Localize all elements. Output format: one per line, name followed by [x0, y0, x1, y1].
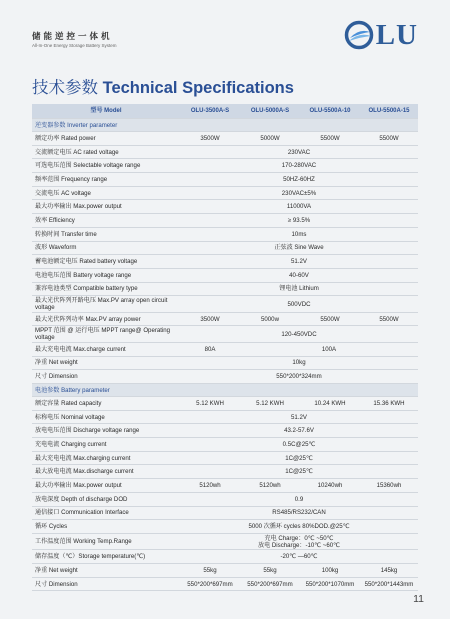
row-value: 550*200*697mm [240, 577, 300, 591]
brand-header [32, 30, 117, 48]
row-value-merged: 51.2V [180, 255, 418, 269]
row-label: 净重 Net weight [32, 564, 180, 578]
row-label: 电池电压范围 Battery voltage range [32, 268, 180, 282]
table-row [32, 424, 418, 438]
row-label: 最大放电电流 Max.discharge current [32, 465, 180, 479]
table-row [32, 186, 418, 200]
row-value: 15360wh [360, 479, 418, 493]
table-row [32, 173, 418, 187]
row-label: 交流额定电压 AC rated voltage [32, 145, 180, 159]
row-value-merged: 1C@25℃ [180, 465, 418, 479]
row-value-merged: ≥ 93.5% [180, 214, 418, 228]
table-row [32, 479, 418, 493]
row-value-merged: 50HZ-60HZ [180, 173, 418, 187]
row-label: 尺寸 Dimension [32, 577, 180, 591]
row-label: 频率范围 Frequency range [32, 173, 180, 187]
row-label: 净重 Net weight [32, 356, 180, 370]
row-value: 550*200*1443mm [360, 577, 418, 591]
row-value-merged: 230VAC±5% [180, 186, 418, 200]
row-value: 5500W [360, 312, 418, 326]
row-label: 放电电压范围 Discharge voltage range [32, 424, 180, 438]
header-title-en: All-In-One Energy Storage Battery System [32, 43, 117, 48]
row-label: 最大光伏阵列功率 Max.PV array power [32, 312, 180, 326]
row-value: 550*200*1070mm [300, 577, 360, 591]
table-row [32, 465, 418, 479]
table-row [32, 492, 418, 506]
table-row [32, 200, 418, 214]
row-value: 5120wh [240, 479, 300, 493]
row-value: 5500W [360, 132, 418, 146]
row-value: 80A [180, 342, 240, 356]
row-value: 15.36 KWH [360, 397, 418, 411]
row-value: 5120wh [180, 479, 240, 493]
row-value-merged: 500VDC [180, 296, 418, 313]
table-row [32, 451, 418, 465]
row-label: 储存温度（℃）Storage temperature(℃) [32, 550, 180, 564]
row-label: 通信接口 Communication Interface [32, 506, 180, 520]
table-row [32, 268, 418, 282]
table-row [32, 296, 418, 313]
row-value-merged: 10ms [180, 227, 418, 241]
row-label: 波形 Waveform [32, 241, 180, 255]
row-label: 效率 Efficiency [32, 214, 180, 228]
row-value: 10240wh [300, 479, 360, 493]
row-value-merged: 5000 次循环 cycles 80%DOD.@25℃ [180, 520, 418, 534]
row-label: 最大功率输出 Max.power output [32, 200, 180, 214]
column-header: OLU-5500A-15 [360, 104, 418, 119]
column-header: OLU-5000A-S [240, 104, 300, 119]
table-row [32, 520, 418, 534]
row-value-merged: 51.2V [180, 410, 418, 424]
table-row [32, 577, 418, 591]
row-value: 55kg [240, 564, 300, 578]
row-label: 最大充电电流 Max.charge current [32, 342, 180, 356]
table-row [32, 533, 418, 550]
page-title-cn: 技术参数 [32, 79, 98, 97]
table-row [32, 356, 418, 370]
row-label: 充电电流 Charging current [32, 438, 180, 452]
section-title: 逆变器参数 Inverter parameter [32, 119, 418, 132]
row-label: 最大光伏阵列开路电压 Max.PV array open circuit voltage [32, 296, 180, 313]
row-label: 额定功率 Rated power [32, 132, 180, 146]
row-value: 3500W [180, 132, 240, 146]
row-value: 5000W [240, 132, 300, 146]
table-row [32, 326, 418, 343]
row-value: 5500W [300, 132, 360, 146]
row-label: 工作温度范围 Working Temp.Range [32, 533, 180, 550]
row-value-merged: 40-60V [180, 268, 418, 282]
row-value-merged: 锂电池 Lithium [180, 282, 418, 296]
row-label: MPPT 范围 @ 运行电压 MPPT range@ Operating voltage [32, 326, 180, 343]
row-value-merged: 0.5C@25℃ [180, 438, 418, 452]
row-value-merged: 43.2-57.6V [180, 424, 418, 438]
row-value-merged: 11000VA [180, 200, 418, 214]
row-value: 55kg [180, 564, 240, 578]
row-label: 循环 Cycles [32, 520, 180, 534]
table-row [32, 506, 418, 520]
spec-table-body [32, 119, 418, 591]
row-value-line: 充电 Charge：0℃ ~50℃ [264, 534, 334, 542]
row-value: 100kg [300, 564, 360, 578]
row-value: 5.12 KWH [240, 397, 300, 411]
row-label: 放电深度 Depth of discharge DOD [32, 492, 180, 506]
column-header: OLU-5500A-10 [300, 104, 360, 119]
row-value: 5.12 KWH [180, 397, 240, 411]
row-label: 可选电压范围 Selectable voltage range [32, 159, 180, 173]
row-value: 5000w [240, 312, 300, 326]
table-row [32, 550, 418, 564]
row-value: 3500W [180, 312, 240, 326]
page-title [32, 74, 294, 98]
section-header-row [32, 119, 418, 132]
table-row [32, 438, 418, 452]
column-header: OLU-3500A-S [180, 104, 240, 119]
section-title: 电池参数 Battery parameter [32, 384, 418, 397]
page-title-en: Technical Specifications [102, 79, 294, 97]
row-value-merged: 550*200*324mm [180, 370, 418, 384]
company-logo [344, 20, 418, 50]
spec-table [32, 104, 418, 591]
row-value-merged: 230VAC [180, 145, 418, 159]
section-header-row [32, 384, 418, 397]
row-value: 100A [240, 342, 418, 356]
row-value-merged: -20℃ —60℃ [180, 550, 418, 564]
row-label: 转换时间 Transfer time [32, 227, 180, 241]
row-value-merged: 正弦波 Sine Wave [180, 241, 418, 255]
row-value-merged: RS485/RS232/CAN [180, 506, 418, 520]
row-label: 兼容电池类型 Compatible battery type [32, 282, 180, 296]
row-label: 交流电压 AC voltage [32, 186, 180, 200]
table-row [32, 397, 418, 411]
table-row [32, 370, 418, 384]
page-number: 11 [413, 593, 424, 605]
column-header: 型号 Model [32, 104, 180, 119]
row-value: 145kg [360, 564, 418, 578]
row-label: 蓄电池额定电压 Rated battery voltage [32, 255, 180, 269]
row-label: 额定容量 Rated capacity [32, 397, 180, 411]
row-value: 10.24 KWH [300, 397, 360, 411]
table-row [32, 282, 418, 296]
table-row [32, 564, 418, 578]
table-row [32, 159, 418, 173]
row-value-line: 放电 Discharge：-10℃ ~60℃ [258, 541, 340, 549]
row-value-merged: 170-280VAC [180, 159, 418, 173]
table-row [32, 214, 418, 228]
row-label: 最大功率输出 Max.power output [32, 479, 180, 493]
table-row [32, 241, 418, 255]
row-value-merged: 120-450VDC [180, 326, 418, 343]
table-row [32, 227, 418, 241]
row-value-merged: 1C@25℃ [180, 451, 418, 465]
logo-text: LU [375, 19, 418, 51]
row-value-merged: 10kg [180, 356, 418, 370]
table-row [32, 255, 418, 269]
table-row [32, 410, 418, 424]
row-value: 5500W [300, 312, 360, 326]
logo-ring-icon [344, 20, 374, 50]
spec-table-header [32, 104, 418, 119]
row-label: 标称电压 Nominal voltage [32, 410, 180, 424]
row-value-merged [180, 533, 418, 550]
row-label: 尺寸 Dimension [32, 370, 180, 384]
table-row [32, 132, 418, 146]
table-row [32, 342, 418, 356]
row-label: 最大充电电流 Max.charging current [32, 451, 180, 465]
table-row [32, 145, 418, 159]
header-title-cn: 储能逆控一体机 [32, 31, 113, 41]
row-value: 550*200*697mm [180, 577, 240, 591]
table-row [32, 312, 418, 326]
row-value-merged: 0.9 [180, 492, 418, 506]
